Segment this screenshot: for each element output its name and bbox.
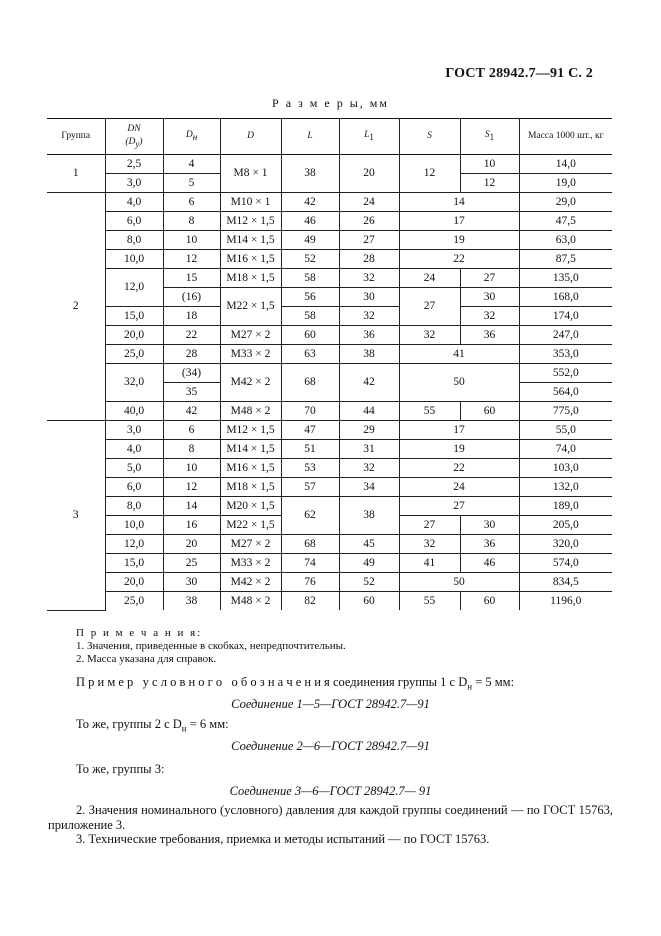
dn-cell: 12,0	[105, 535, 163, 554]
same2-sub: н	[181, 723, 187, 734]
mass-cell: 74,0	[519, 440, 612, 459]
example-sub: н	[467, 681, 473, 692]
l1-cell: 36	[339, 326, 399, 345]
dh-cell: 12	[163, 478, 220, 497]
group-cell: 1	[47, 155, 105, 193]
mass-cell: 132,0	[519, 478, 612, 497]
dn-cell: 15,0	[105, 554, 163, 573]
mass-cell: 103,0	[519, 459, 612, 478]
table-header-row	[47, 119, 612, 155]
col-d: D	[220, 119, 281, 155]
s1-cell: 12	[460, 174, 519, 193]
table-row	[47, 307, 612, 326]
mass-cell: 552,0	[519, 364, 612, 383]
mass-cell: 168,0	[519, 288, 612, 307]
l1-cell: 34	[339, 478, 399, 497]
same2-text-end: = 6 мм:	[186, 717, 229, 731]
example-rest2: = 5 мм:	[472, 675, 515, 689]
dh-cell: 8	[163, 212, 220, 231]
col-s1: S1	[460, 119, 519, 155]
s-cell: 50	[399, 573, 519, 592]
l1-cell: 49	[339, 554, 399, 573]
d-cell: M42 × 2	[220, 364, 281, 402]
dn-cell: 10,0	[105, 250, 163, 269]
l1-cell: 38	[339, 497, 399, 535]
d-cell: M12 × 1,5	[220, 212, 281, 231]
paragraph-2: 2. Значения номинального (условного) давления для каждой группы соединений — по ГОСТ 15763, приложение 3.	[48, 803, 613, 832]
l-cell: 46	[281, 212, 339, 231]
note-2: 2. Масса указана для справок.	[76, 653, 217, 665]
table-row	[47, 231, 612, 250]
dn-cell: 8,0	[105, 231, 163, 250]
mass-cell: 834,5	[519, 573, 612, 592]
l-cell: 42	[281, 193, 339, 212]
l1-cell: 28	[339, 250, 399, 269]
dn-cell: 4,0	[105, 193, 163, 212]
example-rest1: соединения группы 1 с D	[329, 675, 468, 689]
mass-cell: 63,0	[519, 231, 612, 250]
s-cell: 27	[399, 497, 519, 516]
table-row	[47, 364, 612, 383]
dh-cell: 18	[163, 307, 220, 326]
mass-cell: 574,0	[519, 554, 612, 573]
mass-cell: 189,0	[519, 497, 612, 516]
s-cell: 14	[399, 193, 519, 212]
dn-cell: 12,0	[105, 269, 163, 307]
s-cell: 17	[399, 421, 519, 440]
col-s: S	[399, 119, 460, 155]
d-cell: M8 × 1	[220, 155, 281, 193]
s-cell: 55	[399, 592, 460, 611]
d-cell: M12 × 1,5	[220, 421, 281, 440]
s-cell: 12	[399, 155, 460, 193]
col-l1: L1	[339, 119, 399, 155]
mass-cell: 55,0	[519, 421, 612, 440]
d-cell: M18 × 1,5	[220, 478, 281, 497]
dh-cell: 20	[163, 535, 220, 554]
dh-cell: 16	[163, 516, 220, 535]
group-cell: 2	[47, 193, 105, 421]
l1-cell: 45	[339, 535, 399, 554]
dh-cell: 8	[163, 440, 220, 459]
table-row	[47, 497, 612, 516]
table-row	[47, 212, 612, 231]
d-cell: M18 × 1,5	[220, 269, 281, 288]
l1-cell: 44	[339, 402, 399, 421]
dh-cell: 35	[163, 383, 220, 402]
s1-cell: 32	[460, 307, 519, 326]
table-row	[47, 193, 612, 212]
s-cell: 27	[399, 516, 460, 535]
mass-cell: 564,0	[519, 383, 612, 402]
table-row	[47, 155, 612, 174]
d-cell: M48 × 2	[220, 592, 281, 611]
table-row	[47, 326, 612, 345]
dn-cell: 25,0	[105, 592, 163, 611]
d-cell: M14 × 1,5	[220, 440, 281, 459]
dh-cell: (16)	[163, 288, 220, 307]
dn-cell: 4,0	[105, 440, 163, 459]
dn-cell: 5,0	[105, 459, 163, 478]
l-cell: 47	[281, 421, 339, 440]
table-row	[47, 250, 612, 269]
l-cell: 38	[281, 155, 339, 193]
mass-cell: 87,5	[519, 250, 612, 269]
dn-cell: 10,0	[105, 516, 163, 535]
s-cell: 50	[399, 364, 519, 402]
dh-cell: 6	[163, 421, 220, 440]
table-row	[47, 269, 612, 288]
mass-cell: 19,0	[519, 174, 612, 193]
l-cell: 68	[281, 364, 339, 402]
d-cell: M27 × 2	[220, 535, 281, 554]
table-row	[47, 573, 612, 592]
dn-cell: 3,0	[105, 421, 163, 440]
l-cell: 52	[281, 250, 339, 269]
l-cell: 68	[281, 535, 339, 554]
dn-cell: 8,0	[105, 497, 163, 516]
s-cell: 41	[399, 554, 460, 573]
formula-1: Соединение 1—5—ГОСТ 28942.7—91	[231, 697, 430, 711]
s-cell: 32	[399, 326, 460, 345]
d-cell: M27 × 2	[220, 326, 281, 345]
paragraph-3: 3. Технические требования, приемка и методы испытаний — по ГОСТ 15763.	[76, 832, 490, 846]
dn-cell: 32,0	[105, 364, 163, 402]
mass-cell: 47,5	[519, 212, 612, 231]
s1-cell: 27	[460, 269, 519, 288]
s-cell: 41	[399, 345, 519, 364]
s-cell: 22	[399, 459, 519, 478]
l1-cell: 52	[339, 573, 399, 592]
dh-cell: 28	[163, 345, 220, 364]
d-cell: M48 × 2	[220, 402, 281, 421]
l-cell: 53	[281, 459, 339, 478]
l-cell: 58	[281, 269, 339, 288]
l-cell: 82	[281, 592, 339, 611]
l1-cell: 29	[339, 421, 399, 440]
l-cell: 76	[281, 573, 339, 592]
dimensions-table	[47, 118, 612, 611]
table-row	[47, 459, 612, 478]
l1-cell: 20	[339, 155, 399, 193]
s-cell: 24	[399, 478, 519, 497]
table-caption: Р а з м е р ы, мм	[272, 96, 389, 110]
d-cell: M16 × 1,5	[220, 250, 281, 269]
l-cell: 56	[281, 288, 339, 307]
formula-3: Соединение 3—6—ГОСТ 28942.7— 91	[229, 784, 432, 798]
s1-cell: 30	[460, 288, 519, 307]
d-cell: M16 × 1,5	[220, 459, 281, 478]
table-row	[47, 345, 612, 364]
l-cell: 51	[281, 440, 339, 459]
l-cell: 57	[281, 478, 339, 497]
mass-cell: 135,0	[519, 269, 612, 288]
dh-cell: 30	[163, 573, 220, 592]
l-cell: 60	[281, 326, 339, 345]
notes-block	[76, 627, 346, 666]
l1-cell: 32	[339, 459, 399, 478]
dn-cell: 6,0	[105, 478, 163, 497]
d-cell: M20 × 1,5	[220, 497, 281, 516]
dn-cell: 20,0	[105, 573, 163, 592]
table-row	[47, 592, 612, 611]
page-header: ГОСТ 28942.7—91 С. 2	[445, 66, 593, 81]
mass-cell: 320,0	[519, 535, 612, 554]
table-row	[47, 554, 612, 573]
s1-cell: 60	[460, 402, 519, 421]
dh-cell: 42	[163, 402, 220, 421]
mass-cell: 1196,0	[519, 592, 612, 611]
mass-cell: 353,0	[519, 345, 612, 364]
s1-cell: 36	[460, 326, 519, 345]
l1-cell: 30	[339, 288, 399, 307]
d-cell: M14 × 1,5	[220, 231, 281, 250]
dn-cell: 15,0	[105, 307, 163, 326]
s-cell: 17	[399, 212, 519, 231]
l1-cell: 32	[339, 269, 399, 288]
d-cell: M10 × 1	[220, 193, 281, 212]
formula-2: Соединение 2—6—ГОСТ 28942.7—91	[231, 739, 430, 753]
l1-cell: 42	[339, 364, 399, 402]
s1-cell: 30	[460, 516, 519, 535]
dn-cell: 6,0	[105, 212, 163, 231]
mass-cell: 205,0	[519, 516, 612, 535]
l-cell: 63	[281, 345, 339, 364]
table-row	[47, 421, 612, 440]
dh-cell: 10	[163, 459, 220, 478]
same-group-2	[76, 717, 641, 737]
dh-cell: 25	[163, 554, 220, 573]
l1-cell: 27	[339, 231, 399, 250]
col-group: Группа	[47, 119, 105, 155]
dh-cell: 5	[163, 174, 220, 193]
s-cell: 19	[399, 440, 519, 459]
l-cell: 62	[281, 497, 339, 535]
col-dh: Dн	[163, 119, 220, 155]
l1-cell: 26	[339, 212, 399, 231]
table-row	[47, 478, 612, 497]
dh-cell: 38	[163, 592, 220, 611]
l1-cell: 60	[339, 592, 399, 611]
mass-cell: 775,0	[519, 402, 612, 421]
table-row	[47, 440, 612, 459]
l-cell: 74	[281, 554, 339, 573]
col-l: L	[281, 119, 339, 155]
mass-cell: 174,0	[519, 307, 612, 326]
s-cell: 27	[399, 288, 460, 326]
col-dn: DN (Dy)	[105, 119, 163, 155]
s-cell: 24	[399, 269, 460, 288]
s1-cell: 10	[460, 155, 519, 174]
s-cell: 19	[399, 231, 519, 250]
l1-cell: 31	[339, 440, 399, 459]
example-lead: П р и м е р у с л о в н о г о о б о з н а ч е н и я	[76, 675, 330, 689]
group-cell: 3	[47, 421, 105, 611]
dh-cell: 12	[163, 250, 220, 269]
l-cell: 49	[281, 231, 339, 250]
notes-title: П р и м е ч а н и я:	[76, 627, 203, 639]
d-cell: M22 × 1,5	[220, 516, 281, 535]
s1-cell: 46	[460, 554, 519, 573]
l-cell: 58	[281, 307, 339, 326]
mass-cell: 29,0	[519, 193, 612, 212]
dh-cell: (34)	[163, 364, 220, 383]
same-group-3: То же, группы 3:	[76, 762, 165, 776]
s-cell: 22	[399, 250, 519, 269]
l1-cell: 38	[339, 345, 399, 364]
d-cell: M33 × 2	[220, 554, 281, 573]
same2-text: То же, группы 2 с D	[76, 717, 182, 731]
note-1: 1. Значения, приведенные в скобках, непредпочтительны.	[76, 640, 346, 652]
table-row	[47, 535, 612, 554]
col-mass: Масса 1000 шт., кг	[519, 119, 612, 155]
dn-cell: 3,0	[105, 174, 163, 193]
l1-cell: 24	[339, 193, 399, 212]
l1-cell: 32	[339, 307, 399, 326]
s1-cell: 60	[460, 592, 519, 611]
dn-cell: 2,5	[105, 155, 163, 174]
dn-cell: 20,0	[105, 326, 163, 345]
dh-cell: 14	[163, 497, 220, 516]
s1-cell: 36	[460, 535, 519, 554]
example-line	[76, 675, 616, 695]
s-cell: 55	[399, 402, 460, 421]
dh-cell: 15	[163, 269, 220, 288]
s-cell: 32	[399, 535, 460, 554]
l-cell: 70	[281, 402, 339, 421]
dn-cell: 40,0	[105, 402, 163, 421]
dh-cell: 6	[163, 193, 220, 212]
dn-cell: 25,0	[105, 345, 163, 364]
dh-cell: 10	[163, 231, 220, 250]
mass-cell: 14,0	[519, 155, 612, 174]
d-cell: M33 × 2	[220, 345, 281, 364]
d-cell: M22 × 1,5	[220, 288, 281, 326]
dh-cell: 4	[163, 155, 220, 174]
dh-cell: 22	[163, 326, 220, 345]
d-cell: M42 × 2	[220, 573, 281, 592]
table-row	[47, 402, 612, 421]
mass-cell: 247,0	[519, 326, 612, 345]
